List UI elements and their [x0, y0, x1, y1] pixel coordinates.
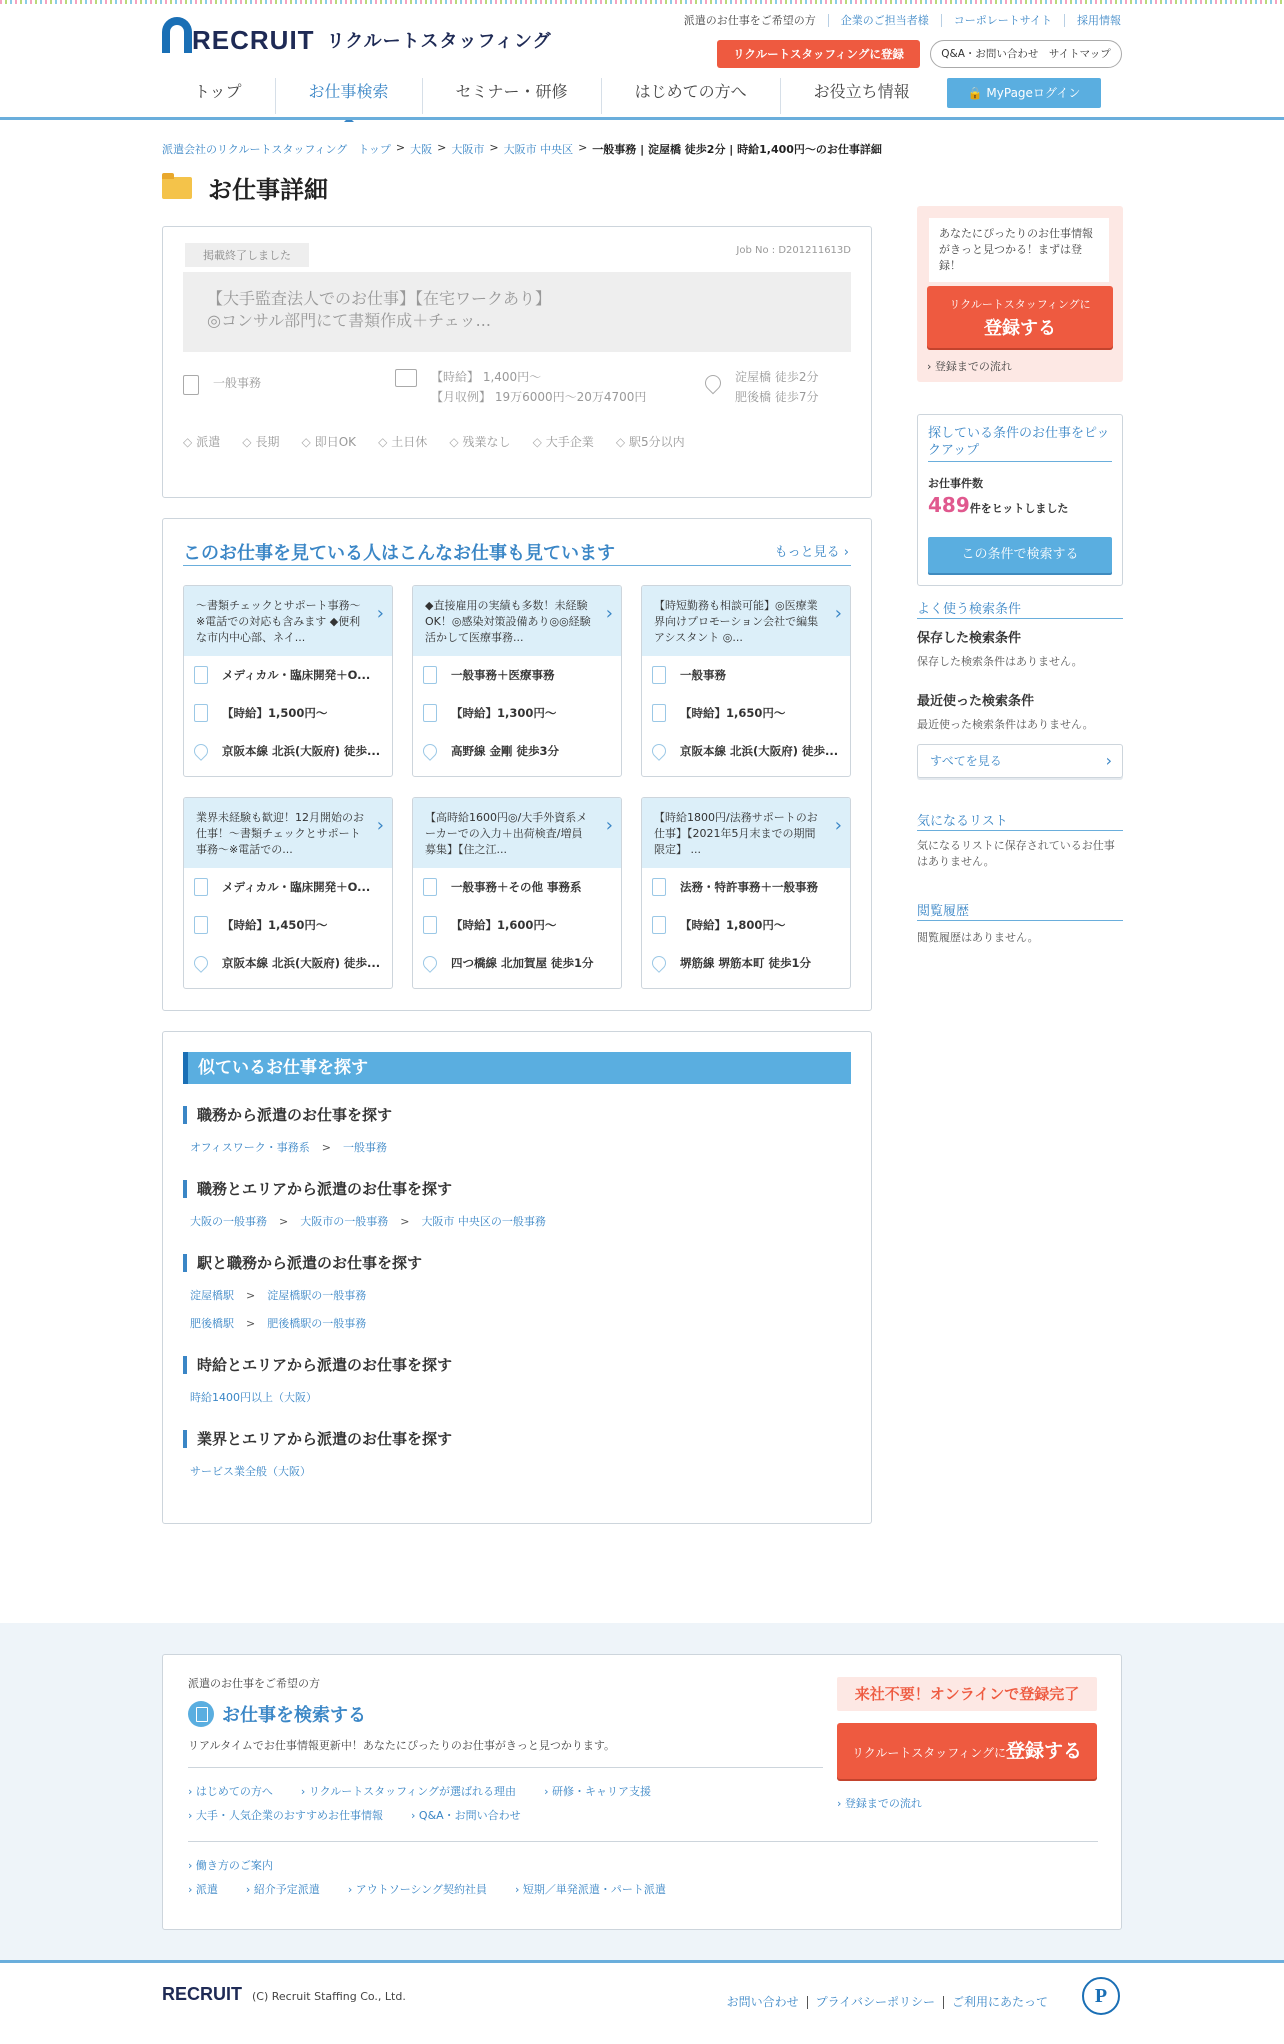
logo-text-jp: リクルートスタッフィング: [326, 31, 552, 52]
job-detail-card: [162, 226, 872, 498]
footer-link[interactable]: › はじめての方へ: [188, 1783, 273, 1799]
yen-icon: [652, 916, 666, 934]
job-count: [928, 493, 1068, 517]
section-title: 駅と職務から派遣のお仕事を探す: [183, 1254, 422, 1272]
related-job-category: 一般事務＋その他 事務系: [451, 880, 582, 894]
job-count-number: 489: [928, 493, 970, 517]
similar-by-wage-area: [183, 1356, 452, 1412]
more-link[interactable]: もっと見る ›: [774, 545, 849, 560]
favorite-list-heading: 気になるリスト: [917, 810, 1123, 831]
link-service-industry[interactable]: サービス業全般（大阪）: [190, 1465, 311, 1478]
saved-search-note: 保存した検索条件はありません。: [917, 655, 1083, 668]
nav-seminar[interactable]: セミナー・研修: [422, 78, 601, 114]
related-jobs-section: [162, 518, 872, 1011]
qa-sitemap-button[interactable]: Q&A・お問い合わせ サイトマップ: [930, 40, 1122, 68]
main-nav: [162, 78, 943, 114]
top-decor-strip: [0, 0, 1284, 4]
register-button-header[interactable]: リクルートスタッフィングに登録: [717, 40, 920, 68]
breadcrumb-chuo[interactable]: 大阪市 中央区: [503, 143, 574, 156]
related-job-desc[interactable]: 【時短勤務も相談可能】◎医療業界向けプロモーション会社で編集アシスタント ◎... ›: [642, 586, 850, 656]
similar-by-industry-area: [183, 1430, 452, 1486]
location-pin-icon: [420, 953, 440, 973]
footer-links-row3: [188, 1857, 301, 1873]
footer-logo-text: RECRUIT: [162, 1984, 242, 2004]
related-job-wage: 【時給】1,800円～: [680, 918, 786, 932]
related-heading: このお仕事を見ている人はこんなお仕事も見ています: [183, 543, 615, 564]
yen-icon: [395, 369, 417, 387]
job-number: Job No : D201211613D: [736, 245, 851, 256]
toplink-corporate[interactable]: コーポレートサイト: [941, 14, 1064, 27]
link-wage-1400[interactable]: 時給1400円以上（大阪）: [190, 1391, 317, 1404]
register-bubble: あなたにぴったりのお仕事情報がきっと見つかる！まずは登録！: [929, 218, 1109, 282]
job-count-label: お仕事件数: [928, 477, 983, 490]
footer-small-label: 派遣のお仕事をご希望の方: [188, 1677, 320, 1690]
related-job-category: メディカル・臨床開発＋O...: [222, 880, 371, 894]
yen-icon: [652, 704, 666, 722]
footer-link[interactable]: › アウトソーシング契約社員: [348, 1881, 487, 1897]
tag-item: ◇ 大手企業: [533, 433, 594, 450]
job-category: [183, 373, 261, 395]
search-with-condition-button[interactable]: この条件で検索する: [928, 537, 1112, 573]
mypage-login-button[interactable]: [947, 78, 1101, 108]
job-wage-monthly: 【月収例】 19万6000円～20万4700円: [431, 390, 647, 404]
footer-flow-link[interactable]: › 登録までの流れ: [837, 1797, 922, 1810]
job-station1: 淀屋橋 徒歩2分: [735, 370, 819, 384]
related-job-wage: 【時給】1,600円～: [451, 918, 557, 932]
link-office-work[interactable]: オフィスワーク・事務系: [190, 1141, 310, 1154]
link-yodoyabashi-general[interactable]: 淀屋橋駅の一般事務: [267, 1289, 367, 1302]
link-higobashi[interactable]: 肥後橋駅: [190, 1317, 234, 1330]
job-count-suffix: 件をヒットしました: [969, 502, 1069, 515]
job-wage-hourly: 【時給】 1,400円～: [431, 370, 542, 384]
top-links: [684, 14, 1121, 27]
document-icon: [652, 878, 666, 896]
job-tags: [183, 433, 707, 450]
related-job-category: 一般事務: [680, 668, 726, 682]
footer-link[interactable]: › 紹介予定派遣: [246, 1881, 320, 1897]
toplink-jobseeker: 派遣のお仕事をご希望の方: [683, 14, 816, 27]
related-job-card[interactable]: [183, 797, 393, 989]
related-job-station: 四つ橋線 北加賀屋 徒歩1分: [451, 956, 594, 970]
sidebar-pickup-box: [917, 414, 1123, 586]
related-job-desc[interactable]: 【高時給1600円◎/大手外資系メーカーでの入力＋出荷検査/増員募集】【住之江... ›: [413, 798, 621, 868]
footer-link[interactable]: › 短期／単発派遣・パート派遣: [515, 1881, 666, 1897]
related-job-station: 京阪本線 北浜(大阪府) 徒歩...: [222, 744, 381, 758]
footer-register-button[interactable]: [837, 1723, 1097, 1779]
job-category-text: 一般事務: [213, 376, 262, 390]
tag-item: ◇ 長期: [242, 433, 279, 450]
logo-text: RECRUIT: [192, 25, 315, 55]
related-job-card[interactable]: [412, 797, 622, 989]
privacy-link[interactable]: プライバシーポリシー: [807, 1996, 943, 2009]
breadcrumb-top[interactable]: 派遣会社のリクルートスタッフィング トップ: [162, 143, 391, 156]
tag-item: ◇ 駅5分以内: [616, 433, 685, 450]
document-icon: [194, 878, 208, 896]
related-job-desc[interactable]: 【時給1800円/法務サポートのお仕事】【2021年5月末までの期間限定】 ... ›: [642, 798, 850, 868]
location-pin-icon: [702, 372, 725, 395]
related-job-desc[interactable]: ◆直接雇用の実績も多数！未経験OK！◎感染対策設備あり◎◎経験活かして医療事務... ›: [413, 586, 621, 656]
logo[interactable]: [162, 17, 552, 53]
job-station2: 肥後橋 徒歩7分: [735, 390, 819, 404]
history-note: 閲覧履歴はありません。: [917, 931, 1039, 944]
related-job-card[interactable]: [641, 797, 851, 989]
nav-beginners[interactable]: はじめての方へ: [601, 78, 780, 114]
footer-title[interactable]: [188, 1701, 366, 1727]
footer-links-row4: [188, 1881, 694, 1897]
arrow-sep: >: [400, 1215, 410, 1228]
breadcrumb-osaka[interactable]: 大阪: [410, 143, 433, 156]
link-higobashi-general[interactable]: 肥後橋駅の一般事務: [267, 1317, 367, 1330]
location-pin-icon: [649, 741, 669, 761]
related-job-station: 堺筋線 堺筋本町 徒歩1分: [680, 956, 812, 970]
similar-by-job-type: [183, 1106, 392, 1162]
document-icon: [188, 1701, 214, 1727]
link-yodoyabashi[interactable]: 淀屋橋駅: [190, 1289, 234, 1302]
document-icon: [423, 666, 437, 684]
related-job-category: 一般事務＋医療事務: [451, 668, 555, 682]
breadcrumb: 派遣会社のリクルートスタッフィング トップ > 大阪 > 大阪市 > 大阪市 中央区 > 一般事務 | 淀屋橋 徒歩2分 | 時給1,400円～のお仕事詳細: [162, 141, 882, 156]
link-osaka-city-general[interactable]: 大阪市の一般事務: [300, 1215, 389, 1228]
copyright: (C) Recruit Staffing Co., Ltd.: [252, 1990, 406, 2003]
tag-item: ◇ 土日休: [378, 433, 427, 450]
pickup-title: 探している条件のお仕事をピックアップ: [928, 425, 1112, 462]
tag-item: ◇ 残業なし: [449, 433, 510, 450]
register-small-label: リクルートスタッフィングに: [949, 298, 1091, 311]
footer-search-box: [162, 1654, 1122, 1930]
related-job-category: 法務・特許事務＋一般事務: [680, 880, 818, 894]
recent-search-note: 最近使った検索条件はありません。: [917, 718, 1094, 731]
section-title: 職務とエリアから派遣のお仕事を探す: [183, 1180, 546, 1198]
footer-bottom-links: [719, 1996, 1056, 2009]
nav-top[interactable]: トップ: [194, 82, 242, 101]
folder-icon: [162, 177, 192, 199]
see-all-button[interactable]: すべてを見る ›: [917, 744, 1123, 778]
document-icon: [652, 666, 666, 684]
toplink-recruit[interactable]: 採用情報: [1064, 14, 1121, 27]
similar-jobs-section: [162, 1031, 872, 1524]
arrow-sep: >: [246, 1289, 256, 1302]
footer-link[interactable]: › 派遣: [188, 1881, 218, 1897]
section-title: 時給とエリアから派遣のお仕事を探す: [183, 1356, 452, 1374]
related-job-wage: 【時給】1,450円～: [222, 918, 328, 932]
related-job-card[interactable]: [412, 585, 622, 777]
document-icon: [423, 878, 437, 896]
footer-links-row2: [188, 1807, 549, 1823]
related-job-card[interactable]: [183, 585, 393, 777]
location-pin-icon: [649, 953, 669, 973]
breadcrumb-current: 一般事務 | 淀屋橋 徒歩2分 | 時給1,400円～のお仕事詳細: [592, 143, 882, 156]
register-flow-link[interactable]: › 登録までの流れ: [927, 360, 1012, 373]
footer-link[interactable]: › リクルートスタッフィングが選ばれる理由: [301, 1783, 516, 1799]
register-big-label: 登録する: [984, 318, 1056, 339]
nav-useful-info[interactable]: お役立ち情報: [780, 78, 943, 114]
register-small-label: リクルートスタッフィングに: [851, 1746, 1007, 1760]
recent-search-title: 最近使った検索条件: [917, 694, 1035, 709]
online-register-badge: 来社不要！オンラインで登録完了: [837, 1677, 1097, 1711]
job-station: [705, 367, 818, 407]
history-heading: 閲覧履歴: [917, 900, 1123, 921]
footer-logo[interactable]: [162, 1984, 406, 2005]
link-chuo-general[interactable]: 大阪市 中央区の一般事務: [421, 1215, 546, 1228]
document-icon: [183, 375, 199, 395]
job-title-line2: ◎コンサル部門にて書類作成＋チェッ...: [207, 311, 491, 330]
footer-link[interactable]: › 働き方のご案内: [188, 1857, 273, 1873]
contact-link[interactable]: お問い合わせ: [726, 1995, 799, 2009]
nav-job-search[interactable]: お仕事検索: [275, 78, 422, 114]
lock-icon: 🔒: [967, 86, 987, 100]
terms-link[interactable]: ご利用にあたって: [943, 1996, 1056, 2009]
arrow-sep: >: [246, 1317, 256, 1330]
tag-item: ◇ 即日OK: [302, 433, 357, 450]
breadcrumb-osaka-city[interactable]: 大阪市: [451, 143, 485, 156]
footer-desc: リアルタイムでお仕事情報更新中！あなたにぴったりのお仕事がきっと見つかります。: [188, 1739, 616, 1752]
job-title-line1: 【大手監査法人でのお仕事】【在宅ワークあり】: [207, 289, 552, 308]
page-title: お仕事詳細: [208, 176, 328, 204]
job-title-box: [183, 272, 851, 352]
toplink-company[interactable]: 企業のご担当者様: [828, 14, 941, 27]
mypage-login-label: MyPageログイン: [986, 86, 1081, 100]
section-title: 職務から派遣のお仕事を探す: [183, 1106, 392, 1124]
yen-icon: [423, 704, 437, 722]
footer-link[interactable]: › Q&A・お問い合わせ: [411, 1807, 521, 1823]
nav-divider: [0, 117, 1284, 120]
page-title-row: [162, 170, 328, 205]
footer-link[interactable]: › 研修・キャリア支援: [544, 1783, 651, 1799]
footer-title-text: お仕事を検索する: [222, 1705, 366, 1726]
related-job-wage: 【時給】1,500円～: [222, 706, 328, 720]
section-title: 業界とエリアから派遣のお仕事を探す: [183, 1430, 452, 1448]
related-job-station: 高野線 金剛 徒歩3分: [451, 744, 560, 758]
document-icon: [194, 666, 208, 684]
saved-search-title: 保存した検索条件: [917, 631, 1022, 646]
logo-r-icon: [162, 17, 192, 53]
related-job-wage: 【時給】1,300円～: [451, 706, 557, 720]
footer-link[interactable]: › 大手・人気企業のおすすめお仕事情報: [188, 1807, 383, 1823]
status-badge: 掲載終了しました: [185, 243, 309, 267]
related-job-station: 京阪本線 北浜(大阪府) 徒歩...: [680, 744, 839, 758]
similar-heading: 似ているお仕事を探す: [183, 1052, 851, 1084]
location-pin-icon: [191, 953, 211, 973]
register-big-label: 登録する: [1006, 1740, 1083, 1762]
related-job-card[interactable]: [641, 585, 851, 777]
arrow-sep: >: [279, 1215, 289, 1228]
arrow-sep: >: [321, 1141, 332, 1154]
related-job-desc[interactable]: ～書類チェックとサポート事務～※電話での対応も含みます ◆便利な市内中心部、ネイ... ›: [184, 586, 392, 656]
frequent-search-heading: よく使う検索条件: [917, 598, 1123, 619]
tag-item: ◇ 派遣: [183, 433, 220, 450]
location-pin-icon: [191, 741, 211, 761]
yen-icon: [194, 916, 208, 934]
similar-by-station-type: [183, 1254, 422, 1338]
privacy-mark-icon: P: [1082, 1977, 1120, 2015]
similar-by-type-area: [183, 1180, 546, 1236]
footer-links-row1: [188, 1783, 679, 1799]
related-job-wage: 【時給】1,650円～: [680, 706, 786, 720]
link-osaka-general[interactable]: 大阪の一般事務: [190, 1215, 267, 1228]
favorite-list-note: 気になるリストに保存されているお仕事はありません。: [917, 839, 1115, 868]
related-job-desc[interactable]: 業界未経験も歓迎！12月開始のお仕事！～書類チェックとサポート事務～※電話での... ›: [184, 798, 392, 868]
sidebar-register-box: [917, 206, 1123, 382]
job-wage: [395, 367, 646, 407]
sidebar-register-button[interactable]: [927, 286, 1113, 348]
related-job-category: メディカル・臨床開発＋O...: [222, 668, 371, 682]
link-general-office[interactable]: 一般事務: [343, 1141, 388, 1154]
yen-icon: [194, 704, 208, 722]
related-job-station: 京阪本線 北浜(大阪府) 徒歩...: [222, 956, 381, 970]
yen-icon: [423, 916, 437, 934]
location-pin-icon: [420, 741, 440, 761]
